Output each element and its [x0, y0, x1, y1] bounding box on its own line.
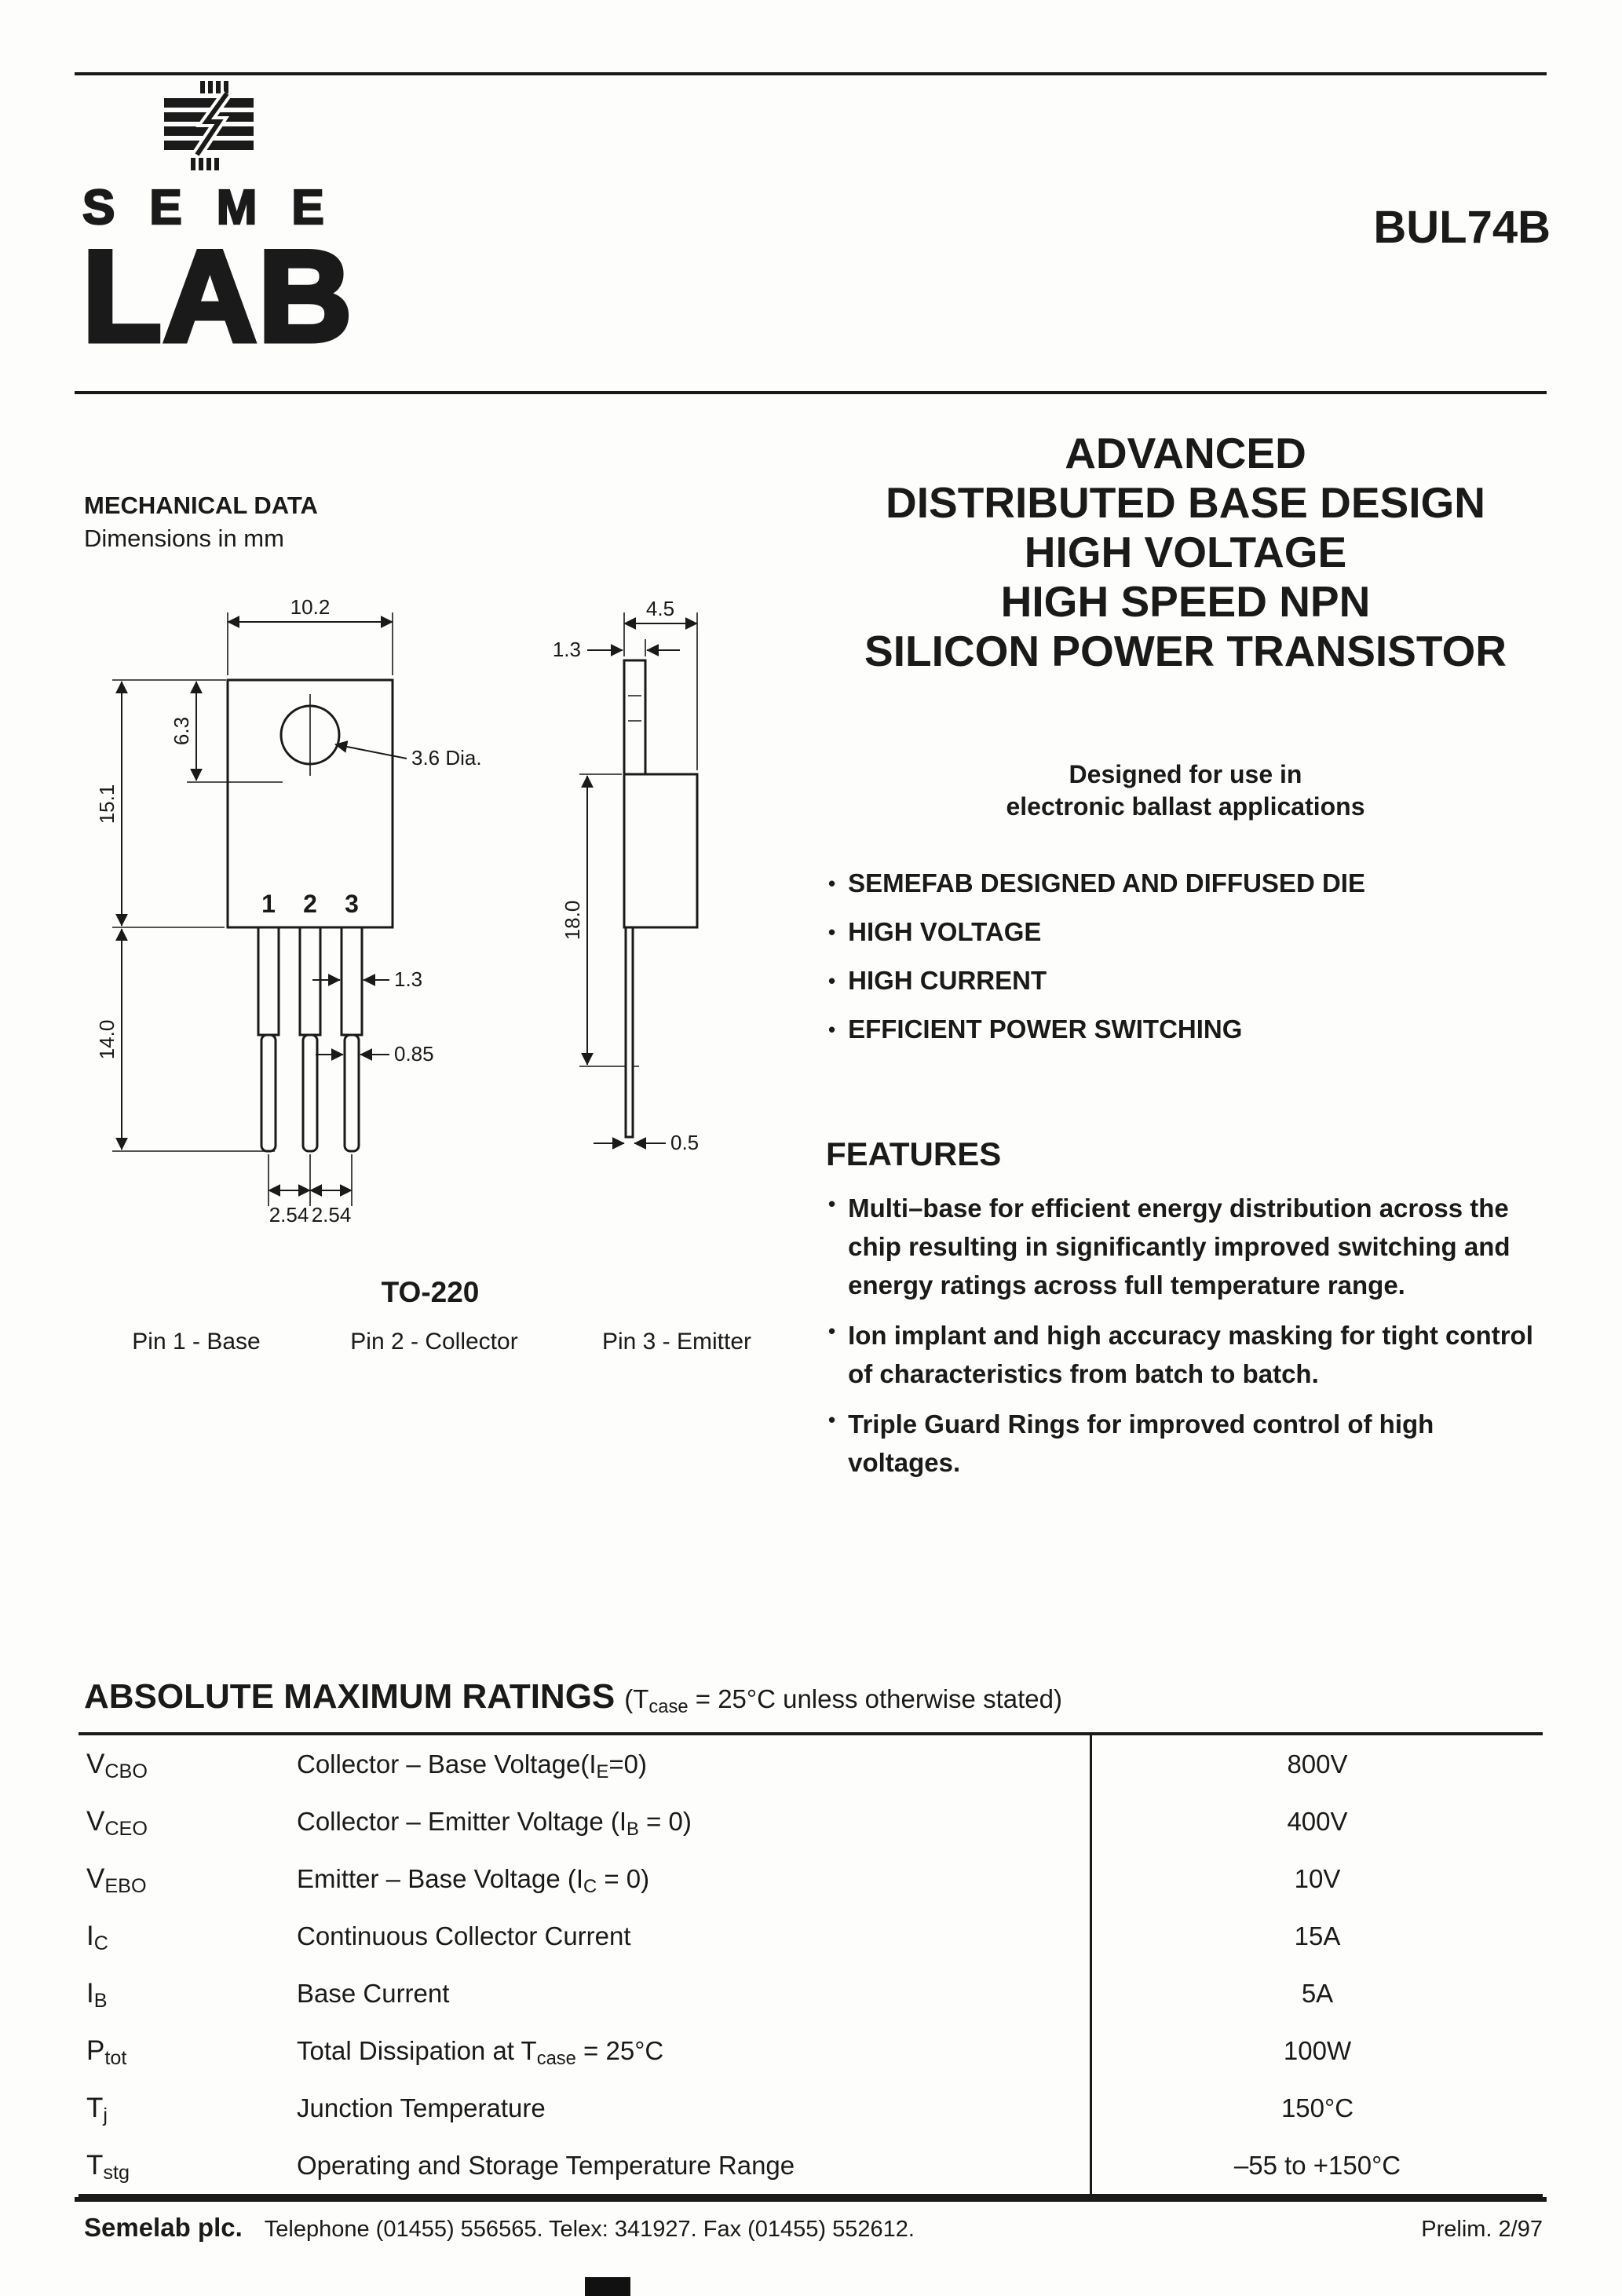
registration-mark	[585, 2277, 630, 2296]
pin-label-emitter: Pin 3 - Emitter	[601, 1329, 752, 1355]
pin-label-base: Pin 1 - Base	[132, 1329, 261, 1355]
table-row	[79, 1907, 1543, 1965]
rating-description	[297, 2151, 1092, 2181]
rating-value: 10V	[1294, 1863, 1341, 1893]
subtitle-line: electronic ballast applications	[1006, 792, 1365, 821]
mechanical-data-subheading: Dimensions in mm	[84, 525, 284, 552]
package-legs	[258, 927, 362, 1151]
table-row	[79, 1965, 1543, 2022]
mechanical-drawing	[79, 594, 824, 1387]
desc-pre: Collector – Base Voltage(I	[297, 1749, 597, 1779]
highlight-text: HIGH VOLTAGE	[848, 917, 1042, 946]
desc-pre: Emitter – Base Voltage (I	[297, 1863, 584, 1893]
highlight-text: SEMEFAB DESIGNED AND DIFFUSED DIE	[848, 868, 1365, 898]
desc-sub: C	[583, 1875, 597, 1897]
rating-description	[297, 1921, 1092, 1951]
dim-leg-width-upper: 1.3	[394, 967, 423, 991]
footer-rule	[75, 2197, 1547, 2202]
pin-number-2: 2	[303, 890, 317, 918]
semelab-logo	[82, 81, 365, 368]
footer-contact: Telephone (01455) 556565. Telex: 341927. Fax (01455) 552612.	[264, 2217, 915, 2242]
package-name: TO-220	[381, 1276, 480, 1308]
header-rule	[75, 391, 1547, 394]
symbol-sub: stg	[103, 2162, 130, 2184]
ratings-table	[79, 1732, 1543, 2197]
table-row	[79, 1850, 1543, 1907]
part-number: BUL74B	[1373, 202, 1551, 253]
symbol-sub: C	[93, 1932, 108, 1955]
logo-text-seme: SEME	[82, 181, 359, 235]
pin-number-3: 3	[345, 890, 359, 918]
highlight-text: HIGH CURRENT	[848, 966, 1047, 995]
rating-symbol	[79, 1748, 297, 1783]
feature-item	[828, 1189, 1570, 1304]
dim-body-height: 15.1	[95, 784, 119, 824]
rating-description	[297, 1979, 1092, 2009]
rating-description	[297, 1806, 1092, 1840]
desc-sub: B	[627, 1818, 639, 1840]
bullet-icon: •	[828, 969, 836, 993]
desc-pre: Junction Temperature	[297, 2093, 546, 2122]
symbol-base: I	[86, 1920, 94, 1951]
dim-hole-offset: 6.3	[170, 716, 193, 746]
rating-value: 5A	[1301, 1978, 1334, 2008]
desc-pre: Continuous Collector Current	[297, 1921, 631, 1951]
symbol-base: V	[86, 1805, 105, 1837]
side-body-outline	[624, 774, 697, 927]
subtitle-line: Designed for use in	[1069, 760, 1302, 788]
symbol-sub: B	[93, 1990, 108, 2013]
title-line: HIGH SPEED NPN	[1000, 577, 1371, 626]
feature-text: Triple Guard Rings for improved control of high voltages.	[848, 1409, 1434, 1477]
condition-pre: (T	[624, 1684, 649, 1713]
side-view	[553, 597, 699, 1154]
desc-post: =0)	[608, 1749, 648, 1779]
dim-leg-width-lower: 0.85	[394, 1042, 434, 1066]
rating-description	[297, 1749, 1092, 1782]
features-list	[828, 1189, 1570, 1493]
table-row	[79, 2022, 1543, 2079]
feature-item	[828, 1316, 1570, 1393]
dim-front-width: 10.2	[290, 595, 331, 619]
symbol-sub: EBO	[104, 1875, 147, 1898]
rating-description	[297, 2093, 1092, 2123]
desc-pre: Operating and Storage Temperature Range	[297, 2150, 795, 2180]
ratings-heading-title: ABSOLUTE MAXIMUM RATINGS	[84, 1677, 616, 1716]
desc-sub: case	[536, 2047, 576, 2069]
table-row	[79, 2137, 1543, 2194]
rating-symbol	[79, 2035, 297, 2070]
symbol-sub: CBO	[104, 1760, 148, 1783]
table-row	[79, 1793, 1543, 1850]
table-row	[79, 1735, 1543, 1793]
rating-description	[297, 1863, 1092, 1897]
rating-value: 400V	[1287, 1806, 1348, 1836]
highlight-item	[828, 868, 1566, 898]
table-column-divider	[1090, 1735, 1092, 2194]
bullet-icon: •	[828, 872, 836, 895]
highlight-bullet-list	[828, 868, 1566, 1063]
desc-pre: Base Current	[297, 1978, 450, 2008]
rating-symbol	[79, 1863, 297, 1898]
symbol-sub: CEO	[104, 1818, 148, 1841]
application-subtitle	[809, 759, 1562, 823]
symbol-sub: j	[103, 2104, 108, 2127]
rating-value: 150°C	[1280, 2093, 1354, 2122]
symbol-base: T	[86, 2149, 104, 2181]
bullet-icon: •	[828, 920, 836, 944]
dim-lead-thickness: 0.5	[670, 1131, 700, 1154]
side-tab-outline	[624, 660, 645, 774]
dim-hole-dia: 3.6 Dia.	[411, 746, 482, 770]
side-lead-outline	[626, 927, 633, 1137]
title-line: SILICON POWER TRANSISTOR	[864, 627, 1507, 675]
rating-symbol	[79, 1805, 297, 1841]
rating-symbol	[79, 2092, 297, 2127]
device-title-block	[809, 429, 1562, 676]
desc-pre: Total Dissipation at T	[297, 2035, 537, 2065]
symbol-base: P	[86, 2035, 105, 2066]
title-line: HIGH VOLTAGE	[1024, 528, 1347, 576]
rating-description	[297, 2035, 1092, 2069]
bullet-icon: •	[828, 1408, 836, 1431]
rating-symbol	[79, 1920, 297, 1955]
rating-symbol	[79, 2149, 297, 2184]
highlight-item	[828, 917, 1566, 947]
feature-text: Ion implant and high accuracy masking for tight control of characteristics from batch to batch.	[848, 1321, 1533, 1388]
symbol-base: V	[86, 1748, 105, 1779]
title-line: DISTRIBUTED BASE DESIGN	[886, 478, 1485, 527]
symbol-base: V	[86, 1863, 105, 1894]
table-row	[79, 2079, 1543, 2137]
condition-post: = 25°C unless otherwise stated)	[688, 1684, 1062, 1713]
desc-pre: Collector – Emitter Voltage (I	[297, 1806, 627, 1836]
pin-number-1: 1	[261, 890, 276, 918]
desc-sub: E	[596, 1760, 609, 1782]
condition-sub: case	[648, 1696, 689, 1718]
dim-overall-length: 18.0	[561, 900, 584, 941]
features-heading: FEATURES	[826, 1135, 1002, 1172]
desc-post: = 0)	[638, 1806, 692, 1836]
footer-company: Semelab plc.	[84, 2213, 243, 2242]
desc-post: = 0)	[597, 1863, 650, 1893]
feature-item	[828, 1405, 1570, 1482]
highlight-text: EFFICIENT POWER SWITCHING	[848, 1015, 1243, 1044]
bullet-icon: •	[828, 1192, 836, 1216]
symbol-base: I	[86, 1977, 94, 2009]
dim-depth: 4.5	[645, 597, 675, 620]
rating-value: 800V	[1287, 1749, 1348, 1779]
ratings-heading	[84, 1677, 1062, 1717]
bullet-icon: •	[828, 1319, 836, 1343]
dim-pitch-left: 2.54	[269, 1203, 309, 1227]
footer	[84, 2213, 1543, 2243]
top-rule	[75, 72, 1547, 75]
dim-pitch-right: 2.54	[311, 1203, 352, 1227]
rating-symbol	[79, 1977, 297, 2013]
highlight-item	[828, 1015, 1566, 1044]
symbol-sub: tot	[104, 2047, 127, 2070]
bullet-icon: •	[828, 1018, 836, 1041]
rating-value: 15A	[1294, 1921, 1341, 1951]
rating-value: 100W	[1283, 2035, 1352, 2065]
desc-post: = 25°C	[575, 2035, 664, 2065]
mechanical-data-heading: MECHANICAL DATA	[84, 492, 318, 519]
dim-leg-length: 14.0	[95, 1019, 119, 1060]
logo-text-lab: LAB	[82, 224, 354, 368]
highlight-item	[828, 966, 1566, 996]
title-line: ADVANCED	[1065, 429, 1306, 477]
front-view	[95, 595, 482, 1227]
ratings-heading-condition	[624, 1684, 1062, 1718]
footer-revision: Prelim. 2/97	[1421, 2217, 1543, 2242]
semelab-logo-icon	[164, 81, 257, 172]
rating-value: –55 to +150°C	[1233, 2150, 1401, 2180]
pin-label-collector: Pin 2 - Collector	[350, 1329, 518, 1355]
dim-tab-thickness: 1.3	[552, 638, 581, 661]
symbol-base: T	[86, 2092, 104, 2123]
feature-text: Multi–base for efficient energy distribution across the chip resulting in significantly improved switching and energy ratings across full temperature range.	[848, 1194, 1511, 1300]
